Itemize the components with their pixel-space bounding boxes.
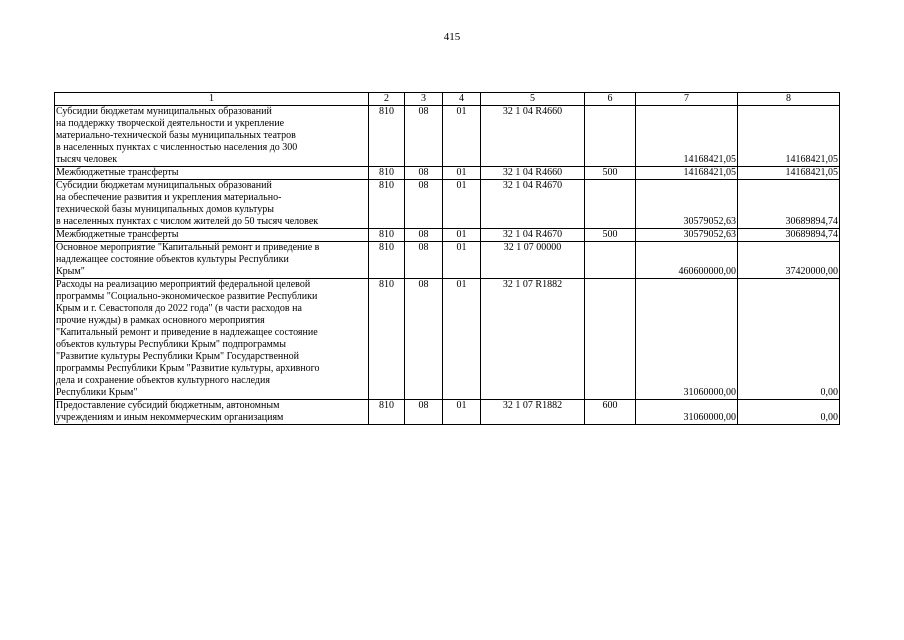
cell-amount-year1: 460600000,00 xyxy=(636,242,738,279)
cell-subsection: 01 xyxy=(443,242,481,279)
row-description: Предоставление субсидий бюджетным, автономным учреждениям и иным некоммерческим организациям xyxy=(55,400,369,425)
cell-amount-year2: 30689894,74 xyxy=(738,229,840,242)
row-description: Расходы на реализацию мероприятий федеральной целевой программы "Социально-экономическое развитие Республики Крым и г. Севастополя до 2022 года" (в части расходов на прочие нужды) в рамках основного мероприятия "Капитальный ремонт и приведение в надлежащее состояние объектов культуры Республики Крым" подпрограммы "Развитие культуры Республики Крым" Государственной программы Республики Крым "Развитие культуры, архивного дела и сохранение объектов культурного наследия Республики Крым" xyxy=(55,279,369,400)
header-row xyxy=(55,93,840,106)
cell-section: 08 xyxy=(405,167,443,180)
page-number: 415 xyxy=(443,31,461,43)
cell-expense-type: 600 xyxy=(585,400,636,425)
cell-section: 08 xyxy=(405,279,443,400)
cell-section: 08 xyxy=(405,242,443,279)
row-description: Основное мероприятие "Капитальный ремонт и приведение в надлежащее состояние объектов культуры Республики Крым" xyxy=(55,242,369,279)
table-row xyxy=(55,180,840,229)
header-cell: 7 xyxy=(636,93,738,106)
cell-amount-year1: 14168421,05 xyxy=(636,167,738,180)
header-cell: 1 xyxy=(55,93,369,106)
row-description: Субсидии бюджетам муниципальных образований на поддержку творческой деятельности и укрепление материально-технической базы муниципальных театров в населенных пунктах с численностью населения до 300 тысяч человек xyxy=(55,106,369,167)
row-description: Межбюджетные трансферты xyxy=(55,229,369,242)
cell-target-article: 32 1 07 R1882 xyxy=(481,400,585,425)
cell-ministry-code: 810 xyxy=(369,167,405,180)
cell-amount-year1: 31060000,00 xyxy=(636,279,738,400)
table-row xyxy=(55,167,840,180)
cell-ministry-code: 810 xyxy=(369,106,405,167)
header-cell: 3 xyxy=(405,93,443,106)
header-cell: 4 xyxy=(443,93,481,106)
cell-expense-type xyxy=(585,279,636,400)
cell-ministry-code: 810 xyxy=(369,229,405,242)
cell-amount-year2: 0,00 xyxy=(738,400,840,425)
header-cell: 8 xyxy=(738,93,840,106)
cell-subsection: 01 xyxy=(443,180,481,229)
cell-amount-year2: 0,00 xyxy=(738,279,840,400)
cell-subsection: 01 xyxy=(443,229,481,242)
cell-expense-type xyxy=(585,180,636,229)
cell-ministry-code: 810 xyxy=(369,400,405,425)
cell-ministry-code: 810 xyxy=(369,279,405,400)
row-description: Субсидии бюджетам муниципальных образований на обеспечение развития и укрепления материально- технической базы муниципальных домов культуры в населенных пунктах с числом жителей до 50 тысяч человек xyxy=(55,180,369,229)
table-row xyxy=(55,279,840,400)
cell-target-article: 32 1 04 R4660 xyxy=(481,167,585,180)
cell-ministry-code: 810 xyxy=(369,242,405,279)
cell-amount-year1: 31060000,00 xyxy=(636,400,738,425)
cell-amount-year2: 14168421,05 xyxy=(738,167,840,180)
cell-subsection: 01 xyxy=(443,400,481,425)
table-row xyxy=(55,242,840,279)
cell-target-article: 32 1 07 R1882 xyxy=(481,279,585,400)
cell-section: 08 xyxy=(405,180,443,229)
cell-amount-year2: 30689894,74 xyxy=(738,180,840,229)
cell-amount-year2: 37420000,00 xyxy=(738,242,840,279)
header-cell: 6 xyxy=(585,93,636,106)
cell-target-article: 32 1 04 R4670 xyxy=(481,180,585,229)
cell-amount-year1: 30579052,63 xyxy=(636,229,738,242)
cell-amount-year1: 30579052,63 xyxy=(636,180,738,229)
cell-target-article: 32 1 07 00000 xyxy=(481,242,585,279)
cell-ministry-code: 810 xyxy=(369,180,405,229)
cell-target-article: 32 1 04 R4660 xyxy=(481,106,585,167)
cell-section: 08 xyxy=(405,106,443,167)
cell-expense-type xyxy=(585,106,636,167)
cell-expense-type: 500 xyxy=(585,167,636,180)
header-cell: 5 xyxy=(481,93,585,106)
cell-subsection: 01 xyxy=(443,106,481,167)
cell-amount-year1: 14168421,05 xyxy=(636,106,738,167)
cell-subsection: 01 xyxy=(443,279,481,400)
cell-section: 08 xyxy=(405,400,443,425)
cell-target-article: 32 1 04 R4670 xyxy=(481,229,585,242)
table-row xyxy=(55,229,840,242)
budget-table xyxy=(54,92,840,425)
header-cell: 2 xyxy=(369,93,405,106)
cell-amount-year2: 14168421,05 xyxy=(738,106,840,167)
cell-section: 08 xyxy=(405,229,443,242)
table-row xyxy=(55,106,840,167)
cell-subsection: 01 xyxy=(443,167,481,180)
table-row xyxy=(55,400,840,425)
cell-expense-type xyxy=(585,242,636,279)
row-description: Межбюджетные трансферты xyxy=(55,167,369,180)
cell-expense-type: 500 xyxy=(585,229,636,242)
